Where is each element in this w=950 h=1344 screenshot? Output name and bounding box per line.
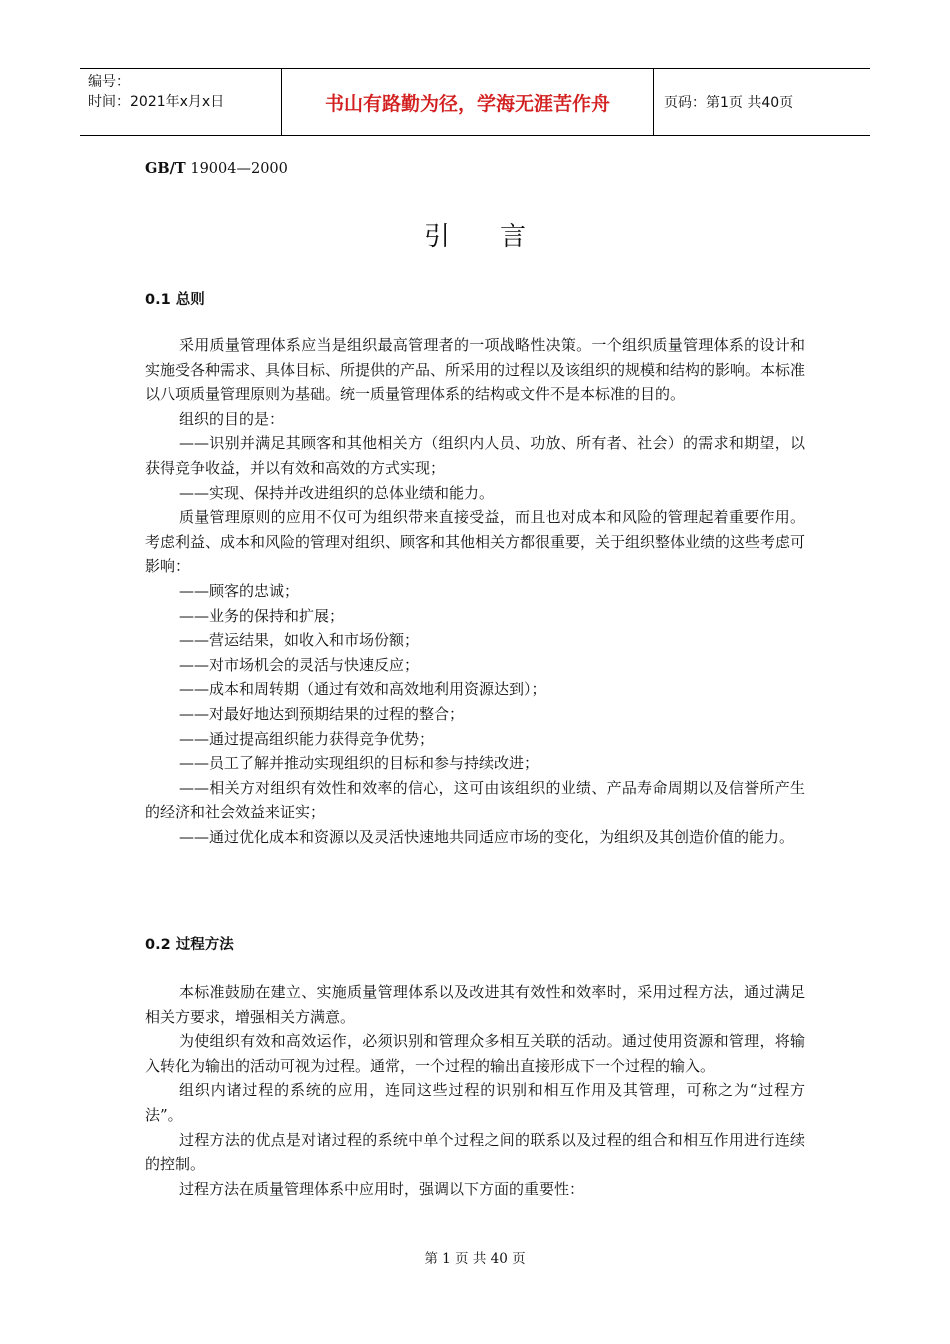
document-header xyxy=(80,68,870,136)
list-item: ——营运结果，如收入和市场份额； xyxy=(179,631,420,650)
list-item: ——员工了解并推动实现组织的目标和参与持续改进； xyxy=(179,754,540,773)
code-label: 编号： xyxy=(88,74,130,90)
list-item: ——顾客的忠诚； xyxy=(179,581,300,600)
paragraph: 质量管理原则的应用不仅可为组织带来直接受益，而且也对成本和风险的管理起着重要作用。考虑利益、成本和风险的管理对组织、顾客和其他相关方都很重要，关于组织整体业绩的这些考虑可影响： xyxy=(145,508,806,576)
standard-code: GB/T xyxy=(145,160,186,177)
paragraph: 过程方法的优点是对诸过程的系统中单个过程之间的联系以及过程的组合和相互作用进行连续的控制。 xyxy=(145,1130,805,1174)
list-item: ——实现、保持并改进组织的总体业绩和能力。 xyxy=(179,483,495,502)
standard-num: 19004—2000 xyxy=(190,161,288,177)
list-item: ——通过提高组织能力获得竞争优势； xyxy=(179,729,435,748)
list-item: ——对市场机会的灵活与快速反应； xyxy=(179,655,420,674)
section-heading-0-1: 0.1 总则 xyxy=(145,292,205,308)
list-item: ——成本和周转期（通过有效和高效地利用资源达到）； xyxy=(179,680,547,699)
time-label: 时间：2021年x月x日 xyxy=(88,94,225,110)
header-motto-cell xyxy=(282,69,654,135)
list-item: ——对最好地达到预期结果的过程的整合； xyxy=(179,704,465,723)
paragraph: 组织内诸过程的系统的应用，连同这些过程的识别和相互作用及其管理，可称之为“过程方法”。 xyxy=(145,1081,805,1124)
header-page-info: 页码：第1页 共40页 xyxy=(664,95,794,111)
section-heading-0-2: 0.2 过程方法 xyxy=(145,937,234,953)
standard-number xyxy=(145,160,288,177)
paragraph: 采用质量管理体系应当是组织最高管理者的一项战略性决策。一个组织质量管理体系的设计和实施受各种需求、具体目标、所提供的产品、所采用的过程以及该组织的规模和结构的影响。本标准以八项质量管理原则为基础。统一质量管理体系的结构或文件不是本标准的目的。 xyxy=(145,336,806,404)
page-title: 引言 xyxy=(423,222,576,252)
paragraph: 为使组织有效和高效运作，必须识别和管理众多相互关联的活动。通过使用资源和管理，将输入转化为输出的活动可视为过程。通常，一个过程的输出直接形成下一个过程的输入。 xyxy=(145,1032,805,1075)
motto-text: 书山有路勤为径，学海无涯苦作舟 xyxy=(324,92,610,115)
section-body-0-2 xyxy=(145,980,805,1201)
section-body-0-1 xyxy=(145,333,805,849)
list-item: ——通过优化成本和资源以及灵活快速地共同适应市场的变化，为组织及其创造价值的能力。 xyxy=(179,827,795,846)
paragraph: 本标准鼓励在建立、实施质量管理体系以及改进其有效性和效率时，采用过程方法，通过满足相关方要求，增强相关方满意。 xyxy=(145,983,805,1026)
list-item: ——业务的保持和扩展； xyxy=(179,606,345,625)
paragraph: 过程方法在质量管理体系中应用时，强调以下方面的重要性： xyxy=(179,1179,585,1198)
list-item: ——识别并满足其顾客和其他相关方（组织内人员、功放、所有者、社会）的需求和期望，以获得竞争收益，并以有效和高效的方式实现； xyxy=(145,434,805,477)
paragraph: 组织的目的是： xyxy=(179,409,285,428)
page-footer: 第 1 页 共 40 页 xyxy=(424,1251,526,1267)
header-meta xyxy=(80,69,282,135)
list-item: ——相关方对组织有效性和效率的信心，这可由该组织的业绩、产品寿命周期以及信誉所产生的经济和社会效益来证实； xyxy=(145,778,805,822)
